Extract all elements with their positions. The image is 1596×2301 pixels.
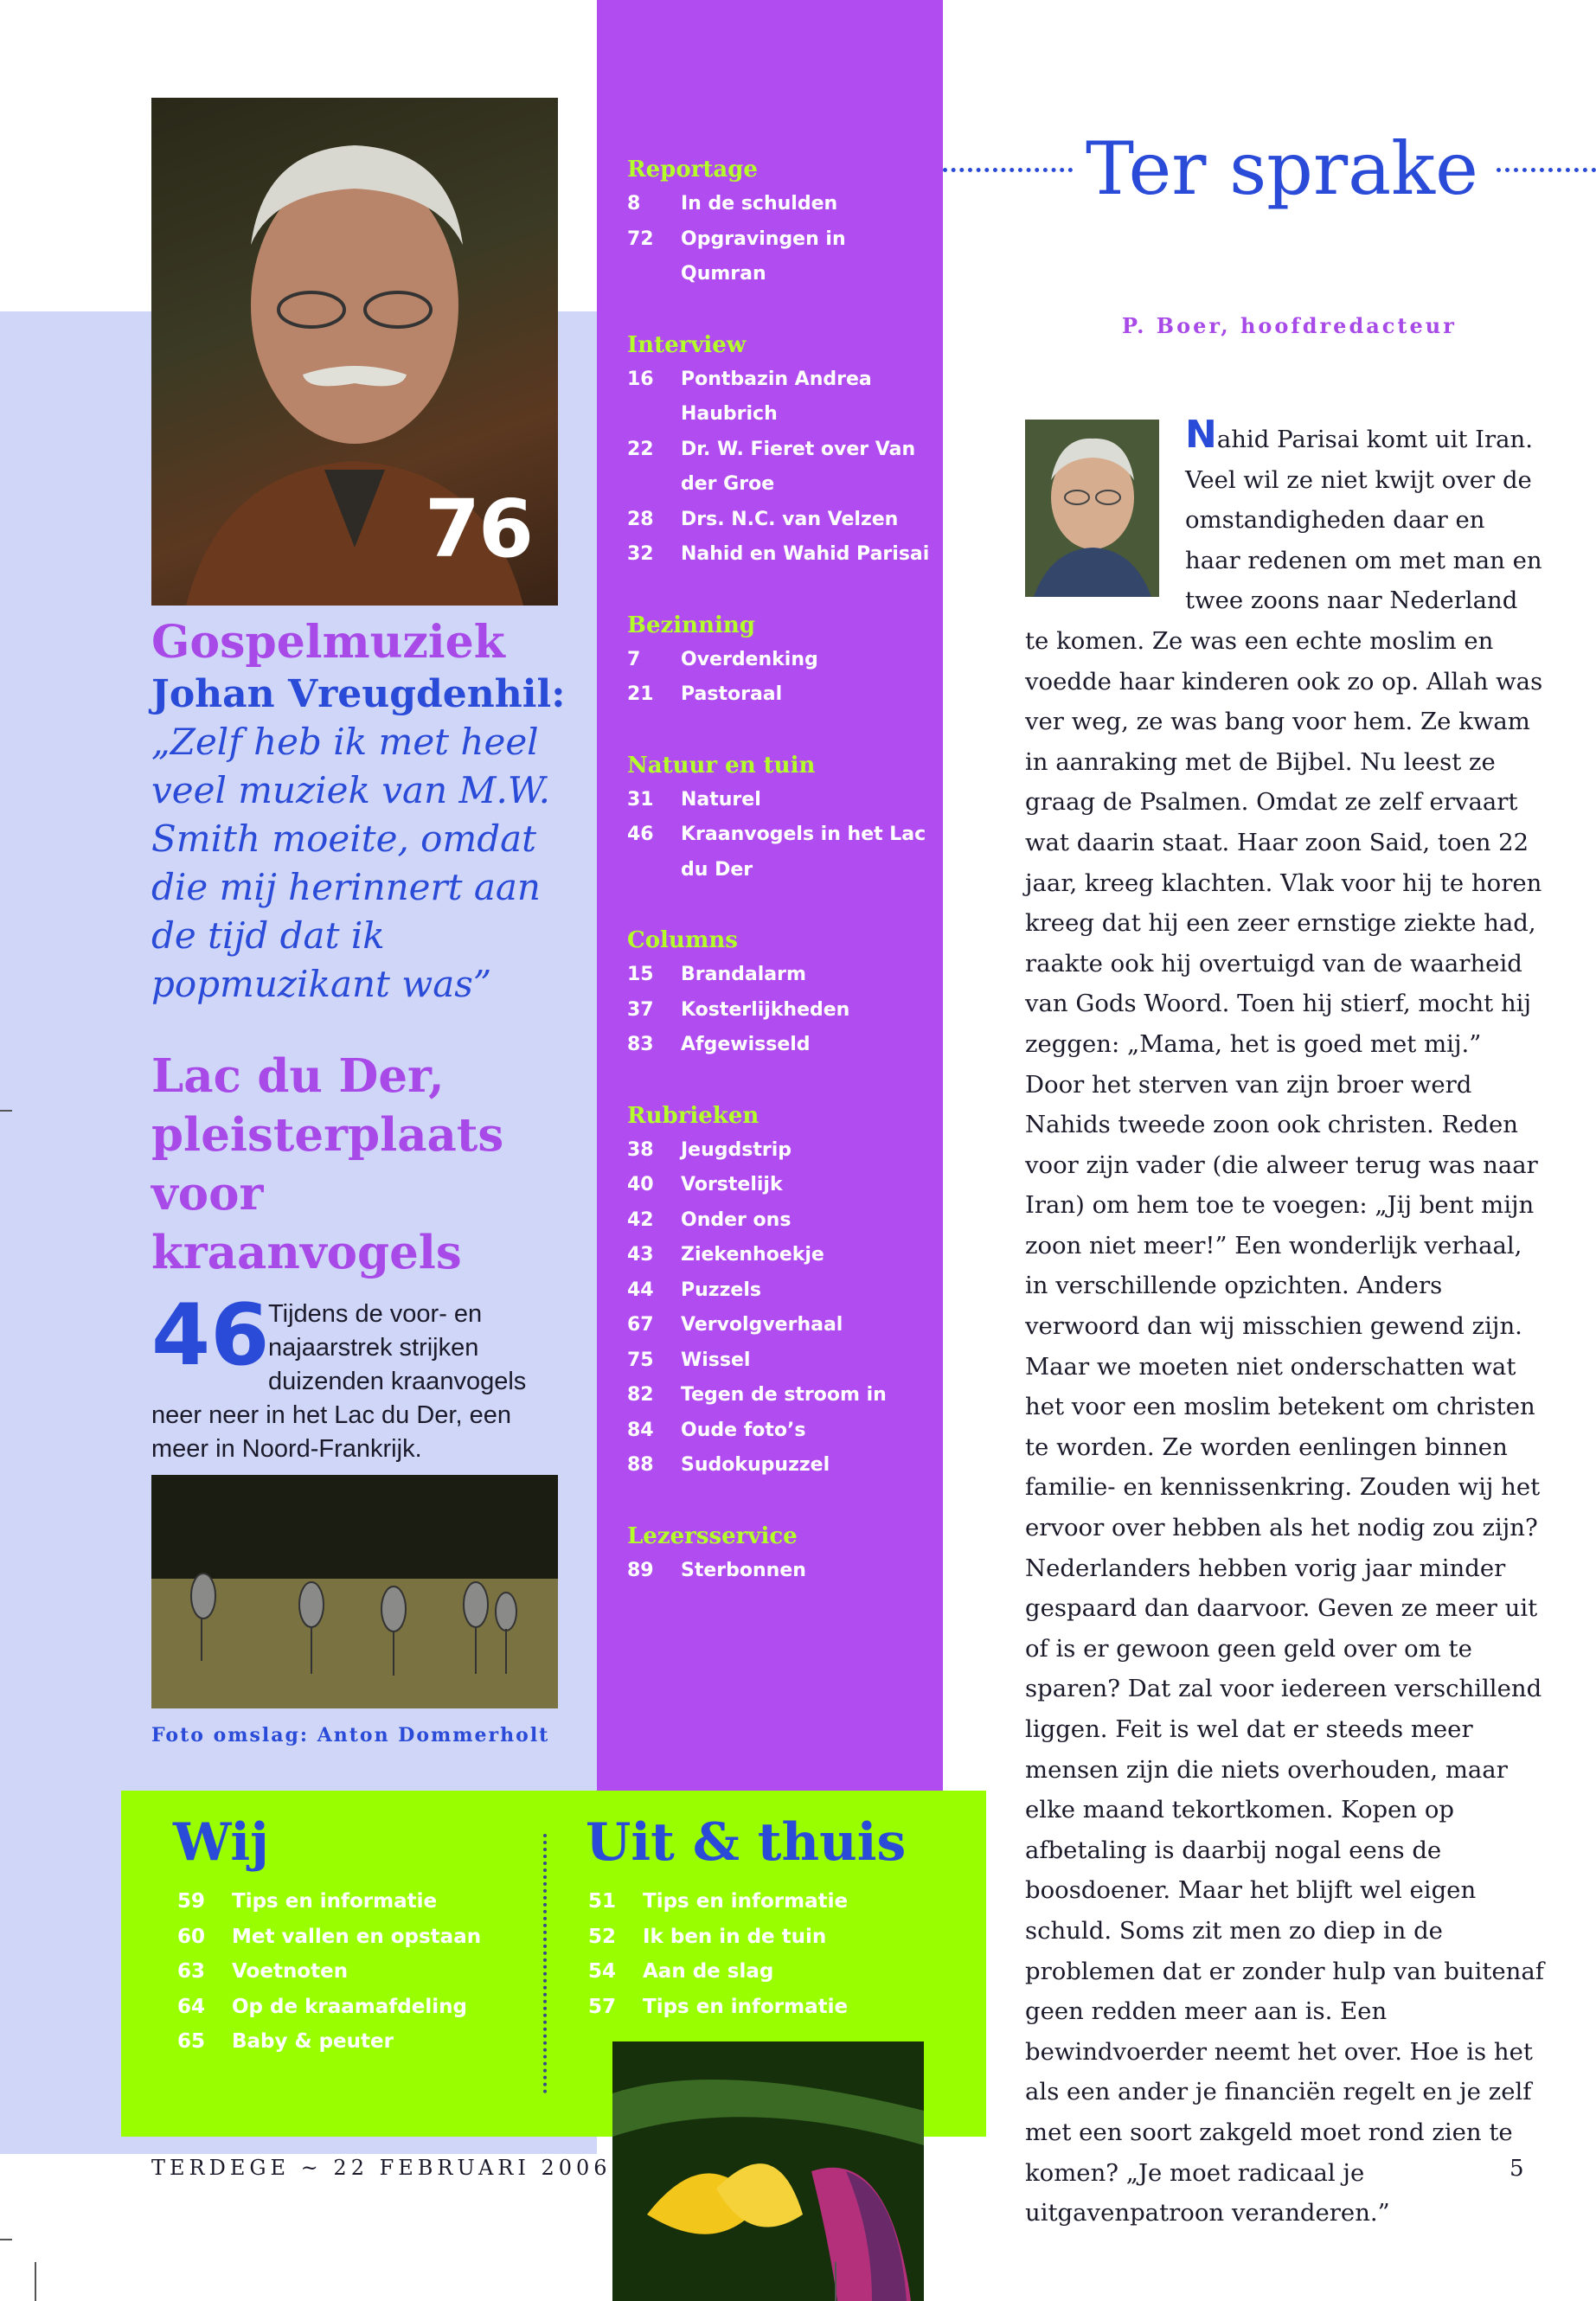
wij-section-title[interactable]: Wij <box>173 1812 269 1873</box>
uit-thuis-section-title[interactable]: Uit & thuis <box>586 1812 907 1873</box>
contents-entry-title: Sudokupuzzel <box>681 1454 830 1476</box>
contents-section <box>627 923 930 1063</box>
contents-entry-title: Naturel <box>681 788 761 811</box>
portrait-photo <box>151 98 558 606</box>
wij-entry-page: 64 <box>177 1995 206 2018</box>
wij-entry-title: Baby & peuter <box>232 2030 394 2053</box>
contents-section-heading: Reportage <box>627 157 758 183</box>
contents-entry-title: Onder ons <box>681 1208 792 1231</box>
contents-entry-page: 43 <box>627 1244 654 1266</box>
wij-entry[interactable] <box>177 2024 541 2060</box>
contents-section <box>627 1099 930 1484</box>
contents-entry-page: 22 <box>627 438 654 460</box>
contents-entry-page: 44 <box>627 1279 654 1301</box>
contents-entry[interactable] <box>627 1203 930 1239</box>
lac-page-number: 46 <box>151 1286 270 1385</box>
contents-entry-page: 38 <box>627 1138 654 1161</box>
contents-section <box>627 328 930 573</box>
article-paragraph-1 <box>1025 415 1544 1548</box>
footer-issue: TERDEGE ~ 22 FEBRUARI 2006 <box>151 2156 612 2180</box>
gospel-title[interactable]: Gospelmuziek <box>151 616 505 669</box>
uit-thuis-entry-title: Tips en informatie <box>643 1995 849 2018</box>
cranes-photo <box>151 1475 558 1708</box>
contents-entry-page: 83 <box>627 1034 654 1055</box>
contents-entry-title: Oude foto’s <box>681 1419 806 1441</box>
contents-section-heading: Columns <box>627 927 738 953</box>
contents-entry-page: 75 <box>627 1349 654 1371</box>
contents-entry-page: 84 <box>627 1419 654 1441</box>
contents-section-heading: Natuur en tuin <box>627 752 816 779</box>
contents-entry-page: 89 <box>627 1559 654 1581</box>
contents-entry-title: Puzzels <box>681 1279 761 1301</box>
contents-entry-page: 67 <box>627 1314 654 1336</box>
table-of-contents <box>627 152 930 1624</box>
contents-entry-title: Drs. N.C. van Velzen <box>681 508 899 530</box>
contents-entry[interactable] <box>627 643 930 678</box>
article-paragraph-2: Nederlanders hebben vorig jaar minder gespaard dan daarvoor. Geven ze meer uit of is er gewoon geen geld over om te sparen? Dat zal voor iedereen verschillend liggen. Feit is wel dat er steeds meer mensen zijn die niets overhouden, maar elke maand tekortkomen. Kopen op afbetaling is daarbij nogal eens de boosdoener. Maar het blijft wel eigen schuld. Soms zit men zo diep in de problemen dat er zonder hulp van buitenaf geen redden meer aan is. Een bewindvoerder neemt het over. Hoe is het als een ander je financiën regelt en je zelf met een soort zakgeld moet rond zien te komen? „Je moet radicaal je uitgavenpatroon veranderen.” <box>1025 1554 1544 2227</box>
contents-entry[interactable] <box>627 222 930 292</box>
contents-section-heading: Bezinning <box>627 612 755 638</box>
lac-text <box>151 1298 558 1466</box>
contents-entry-page: 21 <box>627 683 654 705</box>
uit-thuis-entry-page: 51 <box>588 1890 617 1913</box>
wij-entry-page: 63 <box>177 1960 206 1983</box>
contents-entry[interactable] <box>627 958 930 993</box>
wij-entry-page: 65 <box>177 2030 206 2053</box>
cranes-illustration <box>151 1475 558 1708</box>
contents-entry-page: 32 <box>627 543 654 565</box>
article-dropcap: N <box>1185 413 1217 457</box>
dotted-rule-left <box>943 168 1073 172</box>
flower-illustration <box>612 2041 924 2301</box>
contents-entry-title: Vervolgverhaal <box>681 1314 843 1336</box>
lac-text-body: Tijdens de voor- en najaarstrek strijken duizenden kraanvogels neer neer in het Lac du Der, een meer in Noord-Frankrijk. <box>151 1300 527 1463</box>
crop-mark <box>0 2239 12 2240</box>
contents-entry-title: Wissel <box>681 1349 751 1371</box>
contents-entry[interactable] <box>627 433 930 503</box>
contents-entry[interactable] <box>627 1413 930 1449</box>
contents-entry-page: 88 <box>627 1454 654 1476</box>
contents-entry[interactable] <box>627 503 930 538</box>
contents-entry[interactable] <box>627 1554 930 1589</box>
contents-entry[interactable] <box>627 1343 930 1379</box>
contents-entry-title: Overdenking <box>681 648 818 670</box>
wij-entry[interactable] <box>177 1920 541 1955</box>
contents-entry-title: Ziekenhoekje <box>681 1244 824 1266</box>
contents-entry-page: 8 <box>627 193 641 215</box>
wij-entry[interactable] <box>177 1884 541 1920</box>
contents-section <box>627 608 930 713</box>
uit-thuis-entry[interactable] <box>588 1920 934 1955</box>
contents-entry[interactable] <box>627 993 930 1029</box>
wij-entry-title: Op de kraamafdeling <box>232 1995 467 2018</box>
flower-photo <box>612 2041 924 2301</box>
contents-entry-title: Pontbazin Andrea Haubrich <box>681 368 872 425</box>
contents-entry-title: Opgravingen in Qumran <box>681 228 846 285</box>
gospel-quote: „Zelf heb ik met heel veel muziek van M.W. Smith moeite, omdat die mij herinnert aan de tijd dat ik popmuzikant was” <box>151 721 551 1005</box>
crop-mark <box>835 2262 836 2301</box>
photo-page-number: 76 <box>424 483 532 575</box>
contents-section-heading: Interview <box>627 331 747 358</box>
editorial-byline: P. Boer, hoofdredacteur <box>1122 313 1457 338</box>
contents-entry-title: Afgewisseld <box>681 1034 811 1055</box>
wij-list <box>177 1884 541 2060</box>
contents-entry[interactable] <box>627 677 930 713</box>
uit-thuis-entry-page: 54 <box>588 1960 617 1983</box>
contents-entry[interactable] <box>627 783 930 818</box>
dotted-divider <box>543 1834 547 2093</box>
gospel-name: Johan Vreugdenhil: <box>151 672 566 716</box>
contents-entry-page: 82 <box>627 1384 654 1406</box>
uit-thuis-entry[interactable] <box>588 1954 934 1990</box>
wij-entry[interactable] <box>177 1990 541 2025</box>
contents-entry-page: 72 <box>627 228 654 250</box>
uit-thuis-entry-title: Tips en informatie <box>643 1890 849 1913</box>
wij-entry[interactable] <box>177 1954 541 1990</box>
article-paragraph-1-text: ahid Parisai komt uit Iran. Veel wil ze niet kwijt over de omstandigheden daar en haar redenen om met man en twee zoons naar Nederland te komen. Ze was een echte moslim en voedde haar kinderen ook zo op. Allah was ver weg, ze was bang voor hem. Ze kwam in aanraking met de Bijbel. Nu leest ze graag de Psalmen. Omdat ze zelf ervaart wat daarin staat. Haar zoon Said, toen 22 jaar, kreeg klachten. Vlak voor hij te horen kreeg dat hij een zeer ernstige ziekte had, raakte ook hij overtuigd van de waarheid van Gods Woord. Toen hij stierf, mocht hij zeggen: „Mama, het is goed met mij.” Door het sterven van zijn broer werd Nahids tweede zoon ook christen. Reden voor zijn vader (die alweer terug was naar Iran) om hem toe te voegen: „Jij bent mijn zoon niet meer!” Een wonderlijk verhaal, in verschillende opzichten. Anders verwoord dan wij misschien gewend zijn. Maar we moeten niet onderschatten wat het voor een moslim betekent om christen te worden. Ze worden eenlingen binnen familie- en kennissenkring. Zouden wij het ervoor over hebben als het nodig zou zijn? <box>1025 426 1543 1542</box>
contents-entry-page: 28 <box>627 508 654 530</box>
contents-entry[interactable] <box>627 187 930 222</box>
contents-entry-page: 15 <box>627 964 654 985</box>
contents-entry-title: Brandalarm <box>681 964 806 985</box>
contents-entry[interactable] <box>627 1448 930 1484</box>
uit-thuis-entry[interactable] <box>588 1884 934 1920</box>
contents-entry[interactable] <box>627 537 930 573</box>
contents-entry-page: 31 <box>627 788 654 811</box>
contents-section <box>627 1519 930 1589</box>
contents-entry-title: Vorstelijk <box>681 1174 783 1195</box>
contents-entry-title: Sterbonnen <box>681 1559 806 1581</box>
contents-entry-title: In de schulden <box>681 193 838 215</box>
contents-entry-page: 40 <box>627 1174 654 1195</box>
editorial-title: Ter sprake <box>1086 126 1478 211</box>
dotted-rule-right <box>1497 168 1596 172</box>
contents-section <box>627 152 930 292</box>
contents-entry[interactable] <box>627 1168 930 1203</box>
contents-entry-title: Kraanvogels in het Lac du Der <box>681 824 926 881</box>
contents-entry[interactable] <box>627 1028 930 1063</box>
uit-thuis-entry-title: Aan de slag <box>643 1960 774 1983</box>
contents-entry-page: 16 <box>627 368 654 390</box>
wij-entry-title: Met vallen en opstaan <box>232 1925 482 1948</box>
uit-thuis-entry-page: 57 <box>588 1995 617 2018</box>
wij-entry-title: Tips en informatie <box>232 1890 438 1913</box>
contents-entry[interactable] <box>627 1238 930 1273</box>
contents-entry[interactable] <box>627 1273 930 1309</box>
editorial-article <box>1025 415 1544 2234</box>
contents-section-heading: Lezersservice <box>627 1522 798 1549</box>
uit-thuis-entry-title: Ik ben in de tuin <box>643 1925 827 1948</box>
crop-mark <box>35 2262 36 2301</box>
uit-thuis-entry-page: 52 <box>588 1925 617 1948</box>
contents-entry-page: 42 <box>627 1208 654 1231</box>
contents-entry-title: Nahid en Wahid Parisai <box>681 543 930 565</box>
contents-entry[interactable] <box>627 362 930 433</box>
cover-photo-credit: Foto omslag: Anton Dommerholt <box>151 1724 550 1747</box>
contents-entry[interactable] <box>627 1133 930 1169</box>
contents-entry-title: Kosterlijkheden <box>681 998 850 1021</box>
contents-entry[interactable] <box>627 1308 930 1343</box>
contents-entry-page: 46 <box>627 824 654 845</box>
uit-thuis-list <box>588 1884 934 2024</box>
contents-entry-title: Dr. W. Fieret over Van der Groe <box>681 438 916 495</box>
contents-entry[interactable] <box>627 1378 930 1413</box>
lac-title[interactable]: Lac du Der, pleisterplaats voor kraanvogels <box>151 1049 504 1279</box>
wij-entry-title: Voetnoten <box>232 1960 349 1983</box>
wij-entry-page: 60 <box>177 1925 206 1948</box>
crop-mark <box>0 1110 12 1112</box>
uit-thuis-entry[interactable] <box>588 1990 934 2025</box>
contents-section <box>627 748 930 888</box>
contents-entry-page: 7 <box>627 648 641 670</box>
footer-page-number: 5 <box>1509 2156 1524 2182</box>
contents-entry-title: Tegen de stroom in <box>681 1384 887 1406</box>
contents-entry-page: 37 <box>627 998 654 1021</box>
contents-entry-title: Pastoraal <box>681 683 783 705</box>
wij-entry-page: 59 <box>177 1890 206 1913</box>
contents-entry-title: Jeugdstrip <box>681 1138 792 1161</box>
contents-section-heading: Rubrieken <box>627 1102 760 1129</box>
contents-entry[interactable] <box>627 817 930 888</box>
